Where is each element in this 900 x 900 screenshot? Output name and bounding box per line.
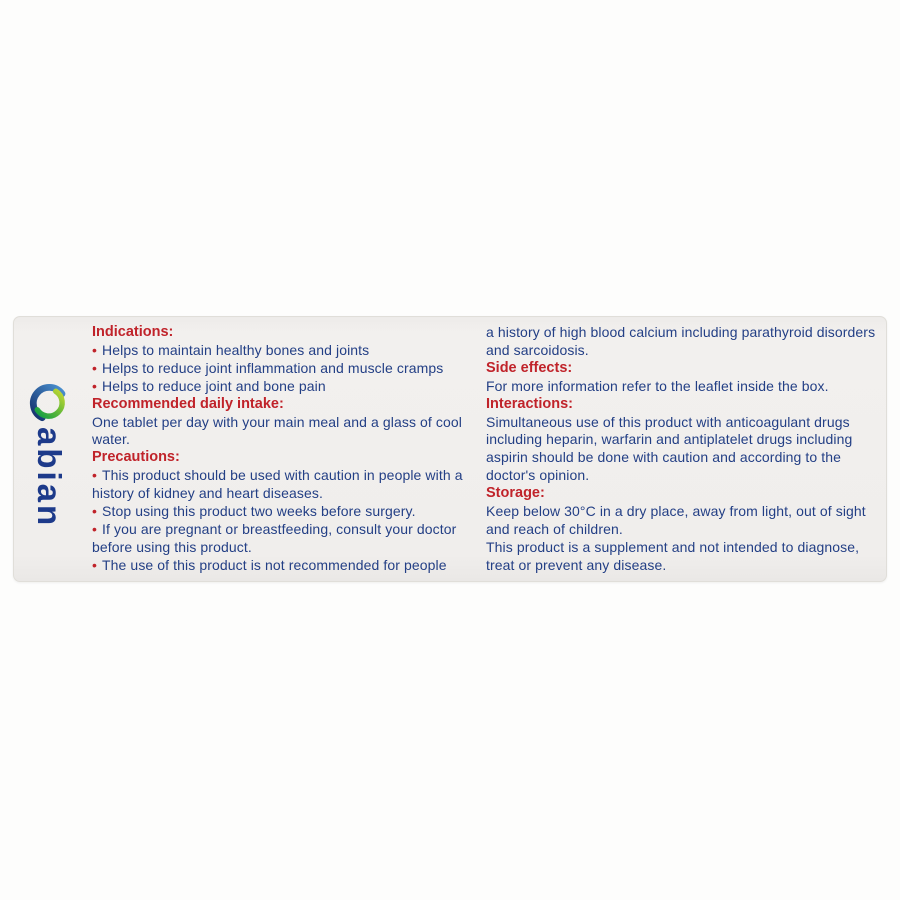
bullet-icon: • — [92, 467, 98, 484]
bullet-icon: • — [92, 377, 98, 394]
text-line: before using this product. — [92, 538, 252, 555]
text-line: One tablet per day with your main meal and a glass of cool — [92, 413, 462, 430]
left-column — [92, 324, 484, 575]
section-heading-storage: Storage: — [486, 485, 545, 502]
bullet-line — [92, 467, 484, 485]
bullet-icon: • — [92, 503, 98, 520]
text-line: history of kidney and heart diseases. — [92, 485, 323, 502]
bullet-text: The use of this product is not recommended for people — [102, 556, 447, 573]
bullet-line — [92, 342, 484, 360]
section-heading-indications: Indications: — [92, 324, 174, 340]
bullet-line — [92, 557, 484, 575]
bullet-icon: • — [92, 556, 98, 573]
text-line: a history of high blood calcium including parathyroid disorders — [486, 324, 876, 340]
text-line: Keep below 30°C in a dry place, away from light, out of sight — [486, 503, 866, 520]
bullet-line — [92, 378, 484, 396]
section-heading-precautions: Precautions: — [92, 449, 180, 466]
text-line: doctor's opinion. — [486, 467, 590, 484]
bullet-icon: • — [92, 520, 98, 537]
text-line: This product is a supplement and not intended to diagnose, — [486, 538, 860, 555]
swirl-logo-icon — [28, 382, 70, 424]
text-line: and reach of children. — [486, 520, 623, 537]
text-line: Simultaneous use of this product with anticoagulant drugs — [486, 413, 850, 430]
right-column — [486, 324, 884, 575]
text-line: For more information refer to the leaflet inside the box. — [486, 377, 829, 394]
section-heading-side-effects: Side effects: — [486, 359, 573, 376]
bullet-icon: • — [92, 359, 98, 376]
bullet-icon: • — [92, 341, 98, 358]
bullet-text: If you are pregnant or breastfeeding, consult your doctor — [102, 520, 457, 537]
text-line: treat or prevent any disease. — [486, 556, 667, 573]
bullet-line — [92, 360, 484, 378]
bullet-line — [92, 521, 484, 539]
text-line: water. — [92, 431, 130, 448]
bullet-text: Helps to reduce joint inflammation and muscle cramps — [102, 359, 444, 376]
bullet-text: Helps to maintain healthy bones and joints — [102, 341, 370, 358]
bullet-text: This product should be used with caution in people with a — [102, 467, 463, 484]
section-heading-recommended-daily-intake: Recommended daily intake: — [92, 395, 284, 412]
bullet-text: Helps to reduce joint and bone pain — [102, 377, 326, 394]
brand-name: abian — [31, 427, 68, 529]
text-line: and sarcoidosis. — [486, 341, 589, 358]
text-line: aspirin should be done with caution and according to the — [486, 449, 842, 466]
bullet-line — [92, 503, 484, 521]
section-heading-interactions: Interactions: — [486, 395, 574, 412]
bullet-text: Stop using this product two weeks before surgery. — [102, 503, 416, 520]
text-line: including heparin, warfarin and antiplatelet drugs including — [486, 431, 853, 448]
